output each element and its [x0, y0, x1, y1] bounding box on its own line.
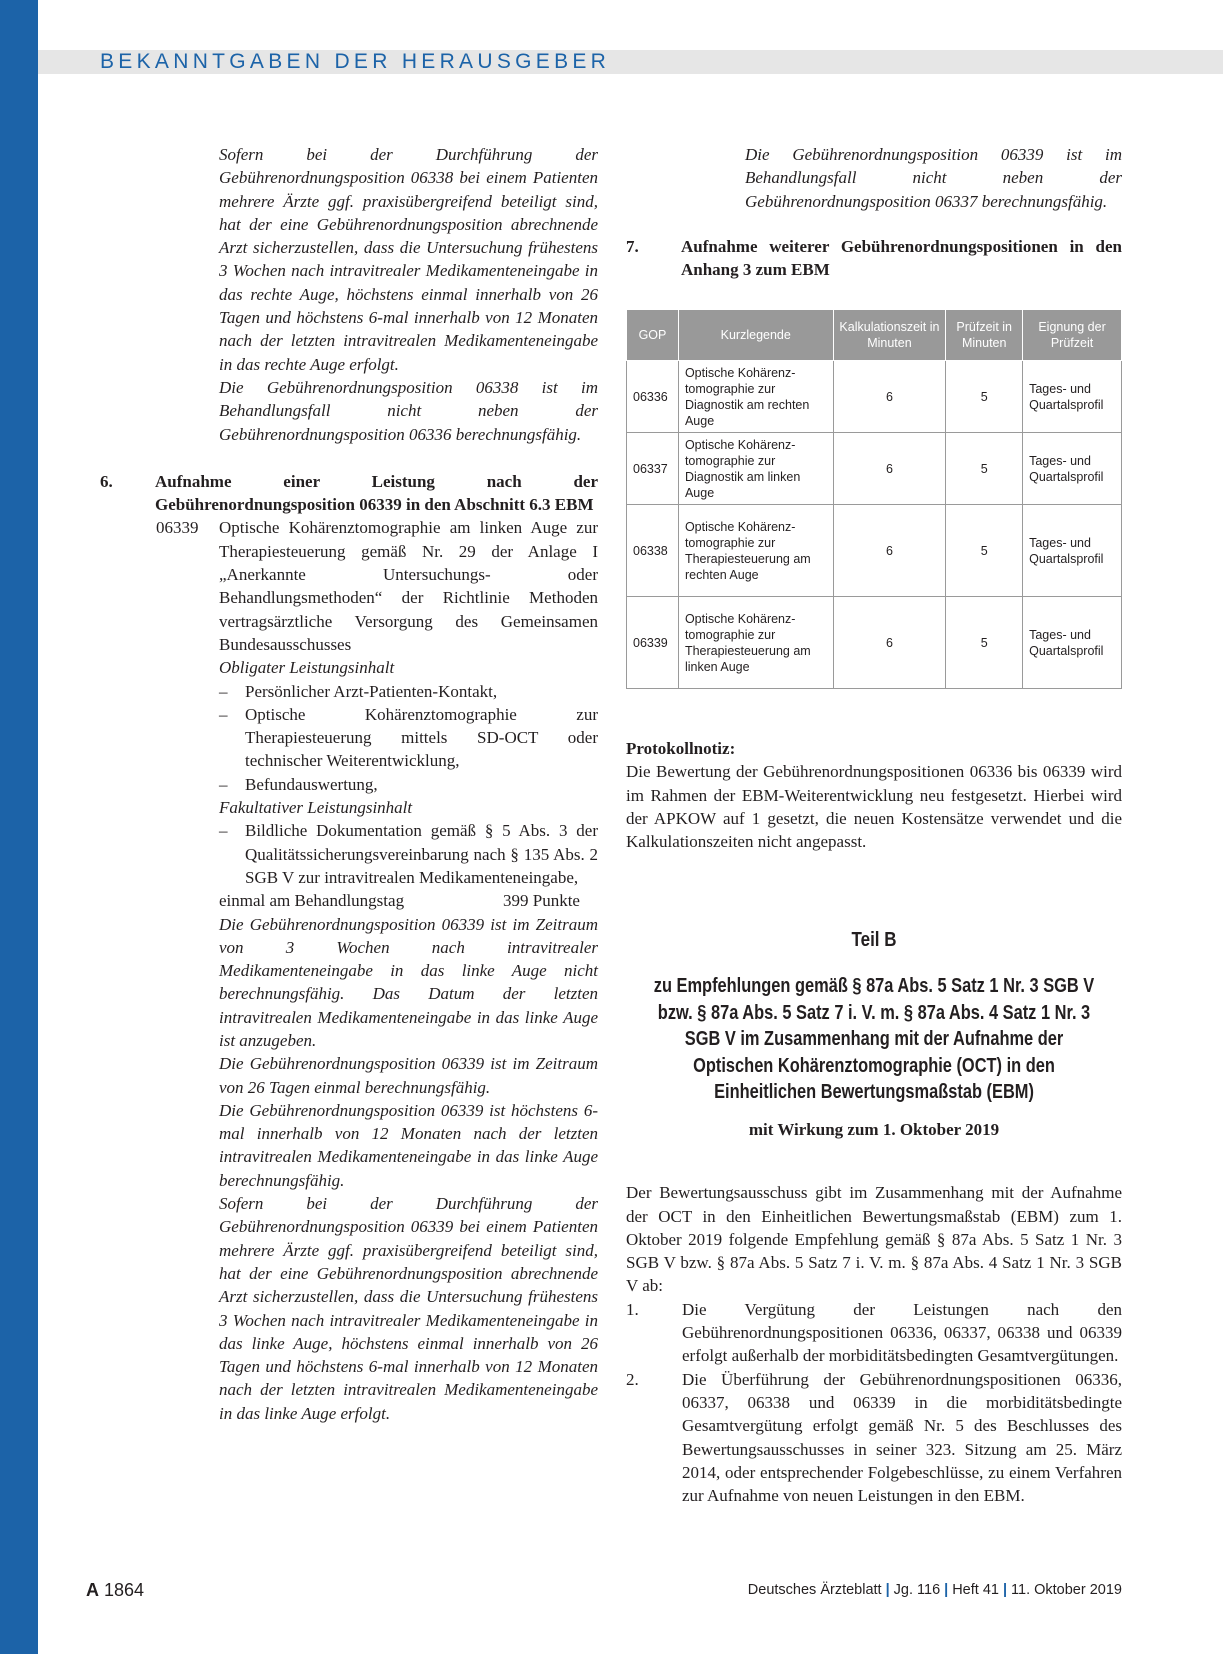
protokollnotiz-label: Protokollnotiz: [626, 739, 736, 758]
cell-eignung: Tages- und Quartalsprofil [1023, 361, 1122, 433]
cell-eignung: Tages- und Quartalsprofil [1023, 597, 1122, 689]
table-row [627, 433, 1122, 505]
cell-kurzlegende: Optische Kohärenz-tomographie zur Therapiesteuerung am rechten Auge [678, 505, 833, 597]
list-item [626, 1368, 1122, 1508]
section-7-number: 7. [626, 236, 639, 256]
cell-kurzlegende: Optische Kohärenz-tomographie zur Therapiesteuerung am linken Auge [678, 597, 833, 689]
gop-description: Optische Kohärenztomographie am linken Auge zur Therapiesteuerung gemäß Nr. 29 der Anlage I „Anerkannte Untersuchungs- oder Behandlungsmethoden“ der Richtlinie Methoden vertragsärztliche Versorgung des Gemeinsamen Bundesausschusses [219, 518, 598, 654]
list-item-text: Die Überführung der Gebührenordnungspositionen 06336, 06337, 06338 und 06339 in die morbiditätsbedingte Gesamtvergütung erfolgt gemäß Nr. 5 des Beschlusses des Bewertungsausschusses in seiner 323. Sitzung am 25. März 2014, oder entsprechender Folgebeschlüsse, zu einem Verfahren zur Aufnahme von neuen Leistungen in den EBM. [682, 1369, 1122, 1506]
page-number-value: 1864 [104, 1580, 145, 1600]
section-6-heading-text: Aufnahme einer Leistung nach der Gebührenordnungsposition 06339 in den Abschnitt 6.3 EBM [155, 471, 598, 515]
section-7-heading [626, 235, 1122, 282]
col-header-eignung: Eignung der Prüfzeit [1023, 310, 1122, 361]
cell-pruefzeit: 5 [946, 433, 1023, 505]
journal-citation: Deutsches Ärzteblatt | Jg. 116 | Heft 41 | 11. Oktober 2019 [747, 1582, 1122, 1598]
section-6-heading [100, 470, 598, 517]
note-multiple-doctors: Sofern bei der Durchführung der Gebührenordnungsposition 06339 bei einem Patienten mehrere Ärzte ggf. praxisübergreifend beteiligt sind, hat der eine Gebührenordnungsposition abrechnende Arzt sicherzustellen, dass die Untersuchung frühestens 3 Wochen nach intravitrealer Medikamenteneingabe in das linke Auge, höchstens einmal innerhalb von 26 Tagen und höchstens 6-mal innerhalb von 12 Monaten nach der letzten intravitrealen Medikamenteneingabe in das linke Auge erfolgt. [219, 1194, 598, 1423]
fakultativ-label: Fakultativer Leistungsinhalt [219, 798, 413, 818]
note-26-days: Die Gebührenordnungsposition 06339 ist im Zeitraum von 26 Tagen einmal berechnungsfähig. [219, 1054, 598, 1097]
left-column [100, 143, 598, 1425]
gop-code: 06339 [156, 518, 199, 538]
sidebar-accent-bar [0, 0, 38, 1654]
cell-kalkulationszeit: 6 [833, 597, 946, 689]
obligat-item: – Befundauswertung, [219, 774, 378, 794]
section-header-title: BEKANNTGABEN DER HERAUSGEBER [100, 50, 611, 73]
right-column-bottom [626, 737, 1122, 1507]
cell-eignung: Tages- und Quartalsprofil [1023, 433, 1122, 505]
cell-gop: 06337 [627, 433, 679, 505]
col-header-gop: GOP [627, 310, 679, 361]
cell-gop: 06338 [627, 505, 679, 597]
gop-06339-entry [100, 516, 598, 656]
list-item-number: 1. [626, 1299, 639, 1319]
continuation-paragraph-06339: Die Gebührenordnungsposition 06339 ist im Behandlungsfall nicht neben der Gebührenordnungsposition 06337 berechnungsfähig. [745, 145, 1122, 211]
cell-pruefzeit: 5 [946, 597, 1023, 689]
cell-gop: 06336 [627, 361, 679, 433]
teil-b-subtitle: zu Empfehlungen gemäß § 87a Abs. 5 Satz 1 Nr. 3 SGB V bzw. § 87a Abs. 5 Satz 7 i. V. m. § 87a Abs. 4 Satz 1 Nr. 3 SGB V im Zusammenhang mit der Aufnahme der Optischen Kohärenztomographie (OCT) in den Einheitlichen Bewertungsmaßstab (EBM) [653, 975, 1095, 1104]
teil-b-effective-date: mit Wirkung zum 1. Oktober 2019 [748, 1119, 1000, 1139]
right-column-top [626, 143, 1122, 281]
section-7-heading-text: Aufnahme weiterer Gebührenordnungspositionen in den Anhang 3 zum EBM [681, 236, 1122, 280]
cell-gop: 06339 [627, 597, 679, 689]
anhang-3-table [626, 309, 1122, 689]
col-header-kalkulationszeit: Kalkulationszeit in Minuten [833, 310, 946, 361]
table-header-row [627, 310, 1122, 361]
cell-eignung: Tages- und Quartalsprofil [1023, 505, 1122, 597]
table-row [627, 597, 1122, 689]
col-header-pruefzeit: Prüfzeit in Minuten [946, 310, 1023, 361]
continuation-paragraph-06338-note: Die Gebührenordnungsposition 06338 ist im Behandlungsfall nicht neben der Gebührenordnungsposition 06336 berechnungsfähig. [219, 377, 598, 444]
col-header-kurzlegende: Kurzlegende [678, 310, 833, 361]
cell-kalkulationszeit: 6 [833, 433, 946, 505]
table-row [627, 505, 1122, 597]
frequency-points-row [219, 889, 598, 912]
cell-kalkulationszeit: 6 [833, 361, 946, 433]
teil-b-title: Teil B [851, 929, 897, 952]
note-3-weeks: Die Gebührenordnungsposition 06339 ist im Zeitraum von 3 Wochen nach intravitrealer Medikamenteneingabe in das linke Auge nicht berechnungsfähig. Das Datum der letzten intravitrealen Medikamenteneingabe in das linke Auge ist anzugeben. [219, 914, 598, 1050]
cell-pruefzeit: 5 [946, 361, 1023, 433]
table-row [627, 361, 1122, 433]
list-item-text: Die Vergütung der Leistungen nach den Gebührenordnungspositionen 06336, 06337, 06338 und 06339 erfolgt außerhalb der morbiditätsbedingten Gesamtvergütungen. [682, 1299, 1122, 1366]
continuation-paragraph-06338: Sofern bei der Durchführung der Gebührenordnungsposition 06338 bei einem Patienten mehrere Ärzte ggf. praxisübergreifend beteiligt sind, hat der eine Gebührenordnungsposition abrechnende Arzt sicherzustellen, dass die Untersuchung frühestens 3 Wochen nach intravitrealer Medikamenteneingabe in das rechte Auge, höchstens einmal innerhalb von 26 Tagen und höchstens 6-mal innerhalb von 12 Monaten nach der letzten intravitrealen Medikamenteneingabe in das rechte Auge erfolgt. [219, 145, 598, 374]
journal-issue: Heft 41 [952, 1582, 999, 1598]
obligat-item: – Optische Kohärenztomographie zur Therapiesteuerung mittels SD-OCT oder technischer Weiterentwicklung, [219, 704, 598, 771]
cell-pruefzeit: 5 [946, 505, 1023, 597]
teil-b-intro: Der Bewertungsausschuss gibt im Zusammenhang mit der Aufnahme der OCT in den Einheitlichen Bewertungsmaßstab (EBM) zum 1. Oktober 2019 folgende Empfehlung gemäß § 87a Abs. 5 Satz 1 Nr. 3 SGB V bzw. § 87a Abs. 5 Satz 7 i. V. m. § 87a Abs. 4 Satz 1 Nr. 3 SGB V ab: [626, 1183, 1122, 1296]
list-item-number: 2. [626, 1369, 639, 1389]
note-6-times: Die Gebührenordnungsposition 06339 ist höchstens 6-mal innerhalb von 12 Monaten nach der letzten intravitrealen Medikamenteneingabe in das linke Auge berechnungsfähig. [219, 1100, 598, 1190]
list-item [626, 1298, 1122, 1368]
page-prefix: A [86, 1580, 99, 1600]
protokollnotiz-text: Die Bewertung der Gebührenordnungspositionen 06336 bis 06339 wird im Rahmen der EBM-Weiterentwicklung neu festgesetzt. Hierbei wird der APKOW auf 1 gesetzt, die neuen Kostensätze verwendet und die Kalkulationszeiten nicht angepasst. [626, 762, 1122, 852]
section-6-number: 6. [100, 471, 113, 491]
fakultativ-item: – Bildliche Dokumentation gemäß § 5 Abs. 3 der Qualitätssicherungsvereinbarung nach § 135 Abs. 2 SGB V zur intravitrealen Medikamenteneingabe, [219, 821, 598, 887]
journal-volume: Jg. 116 [893, 1582, 941, 1598]
points: 399 Punkte [503, 891, 580, 911]
journal-name: Deutsches Ärzteblatt [747, 1582, 882, 1598]
journal-date: 11. Oktober 2019 [1011, 1582, 1122, 1598]
frequency: einmal am Behandlungstag [219, 891, 405, 911]
page-number [86, 1580, 144, 1601]
obligat-item: – Persönlicher Arzt-Patienten-Kontakt, [219, 681, 498, 701]
cell-kurzlegende: Optische Kohärenz-tomographie zur Diagnostik am linken Auge [678, 433, 833, 505]
cell-kurzlegende: Optische Kohärenz-tomographie zur Diagnostik am rechten Auge [678, 361, 833, 433]
obligat-label: Obligater Leistungsinhalt [219, 658, 395, 678]
obligat-block [219, 656, 598, 1425]
cell-kalkulationszeit: 6 [833, 505, 946, 597]
